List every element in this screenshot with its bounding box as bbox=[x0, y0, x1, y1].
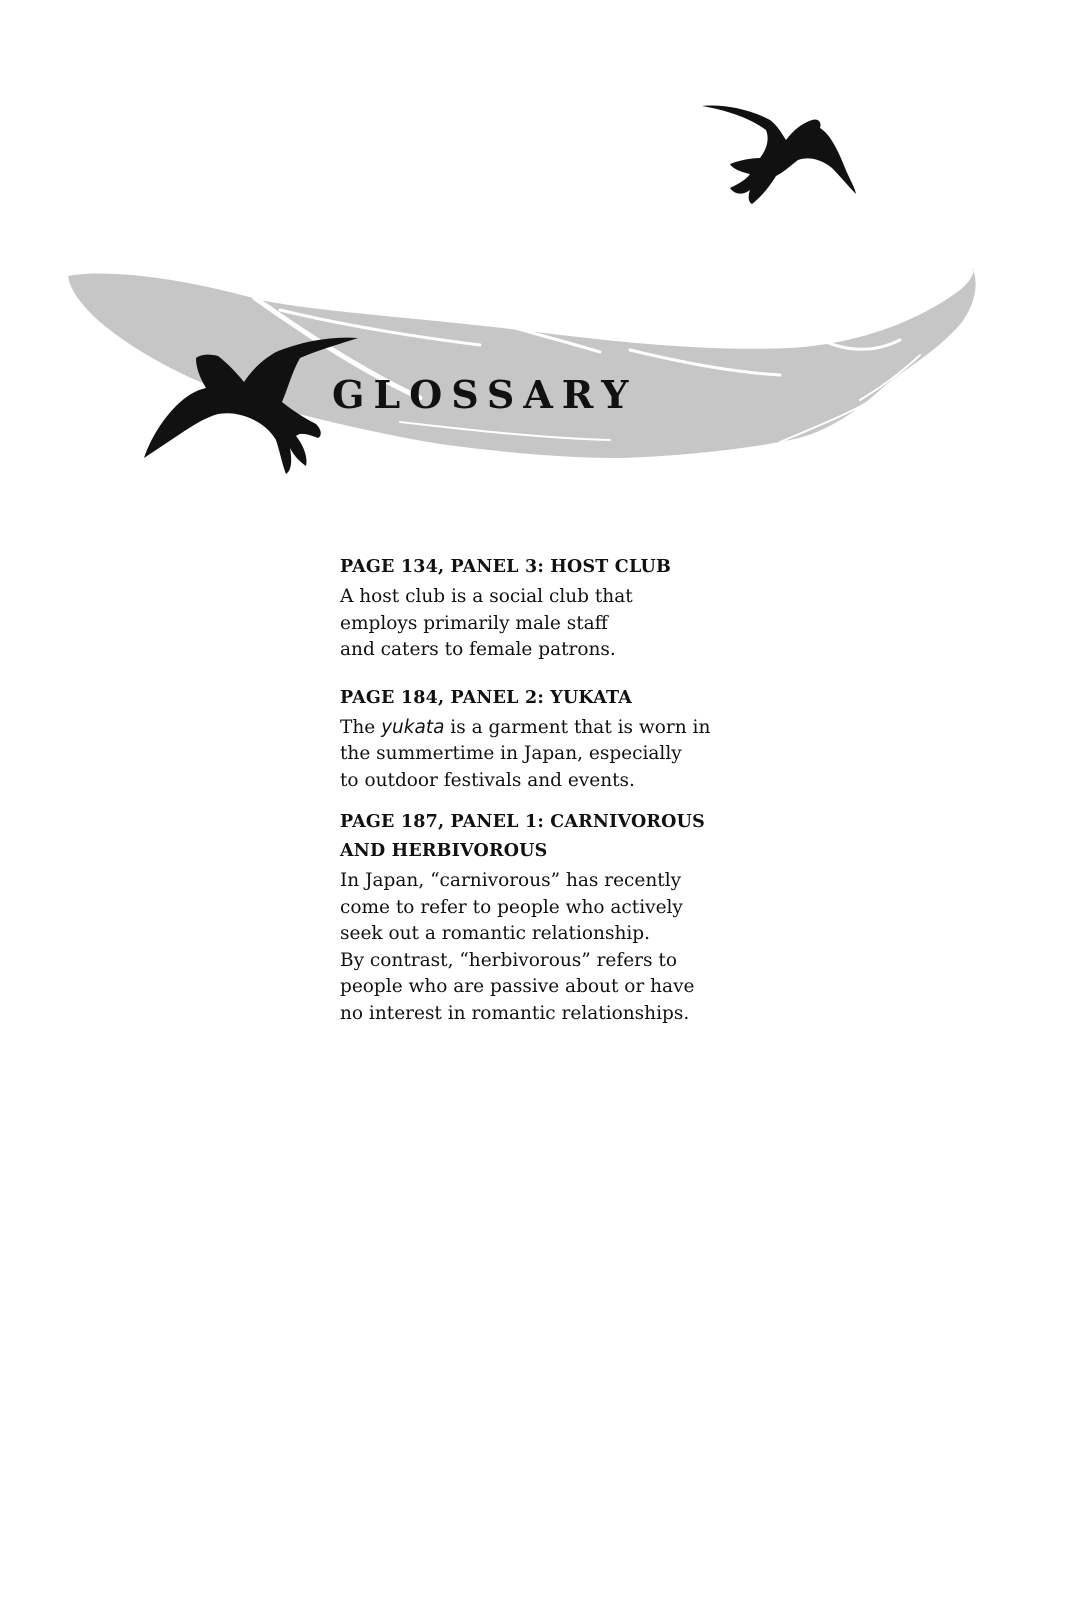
entry-text: A host club is a social club that bbox=[340, 586, 633, 607]
entry-heading: PAGE 187, PANEL 1: CARNIVOROUS bbox=[340, 812, 705, 832]
entry-heading: AND HERBIVOROUS bbox=[340, 841, 548, 861]
entry-text: the summertime in Japan, especially bbox=[340, 743, 682, 764]
entry-text: employs primarily male staff bbox=[340, 612, 608, 634]
page-title: GLOSSARY bbox=[332, 372, 638, 417]
glossary-entry bbox=[340, 808, 740, 1027]
entry-text: to outdoor festivals and events. bbox=[340, 769, 635, 791]
entry-text: By contrast, “herbivorous” refers to bbox=[340, 949, 677, 971]
text-segment: is a garment that is worn in bbox=[444, 716, 711, 738]
entry-text: seek out a romantic relationship. bbox=[340, 923, 651, 944]
glossary-entry bbox=[340, 553, 740, 664]
entry-heading: PAGE 134, PANEL 3: HOST CLUB bbox=[340, 557, 671, 577]
italic-term: yukata bbox=[381, 716, 445, 738]
entry-text: people who are passive about or have bbox=[340, 976, 695, 997]
entry-text: come to refer to people who actively bbox=[340, 896, 683, 918]
glossary-list bbox=[340, 553, 740, 1047]
entry-heading: PAGE 184, PANEL 2: YUKATA bbox=[340, 687, 632, 708]
entry-text: no interest in romantic relationships. bbox=[340, 1002, 690, 1024]
text-segment: The bbox=[340, 716, 382, 738]
glossary-entry bbox=[340, 684, 740, 795]
entry-text: In Japan, “carnivorous” has recently bbox=[340, 870, 682, 891]
entry-text bbox=[340, 715, 740, 742]
entry-text: and caters to female patrons. bbox=[340, 639, 616, 660]
bird-icon bbox=[702, 106, 856, 204]
